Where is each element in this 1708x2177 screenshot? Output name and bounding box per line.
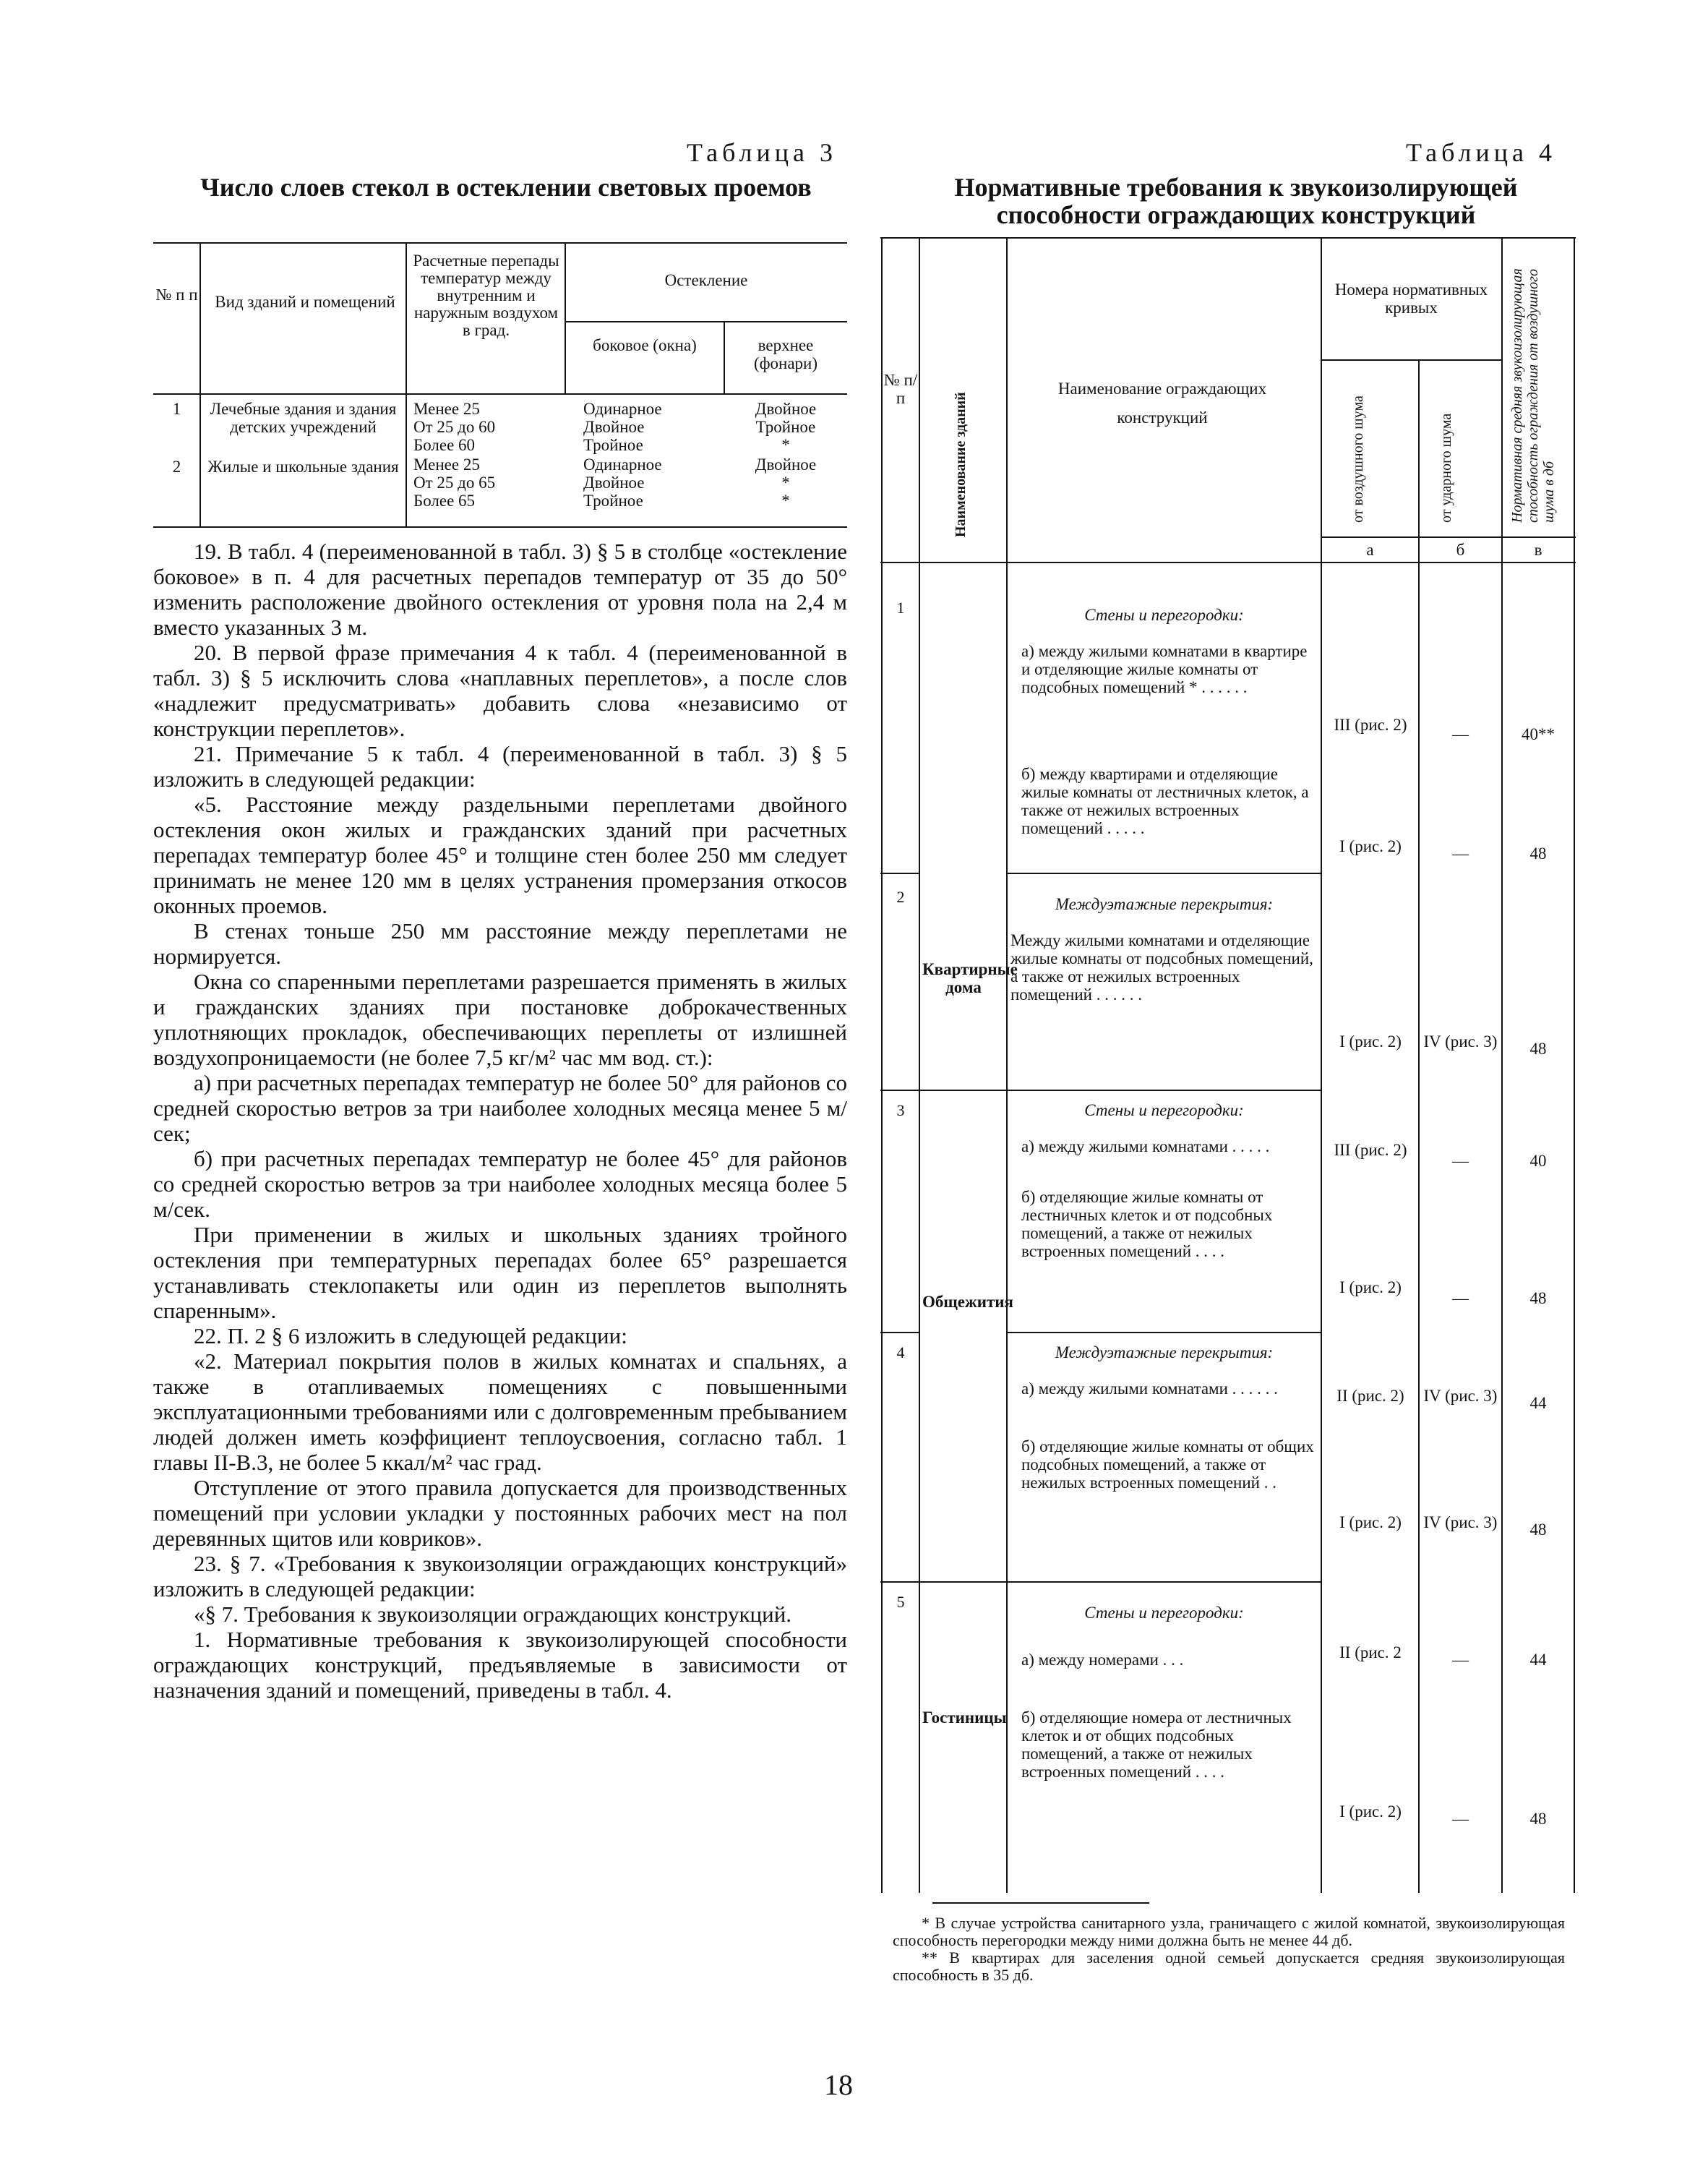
t4-h-v: в xyxy=(1534,541,1542,559)
t4-r1-item-b: б) между квартирами и отделяющие жилые комнаты от лестничных клеток, а также от нежилых встроенных помещений . . . . . xyxy=(1021,765,1309,837)
t3-r2-side-1: Одинарное xyxy=(583,455,662,474)
t4-r4a-air: II (рис. 2) xyxy=(1336,1387,1404,1405)
left-body-text xyxy=(153,539,847,1703)
t4-r2-section: Междуэтажные перекрытия: xyxy=(1055,895,1274,913)
t3-r1-side-3: Тройное xyxy=(583,436,643,454)
t4-r5-building: Гостиницы xyxy=(922,1708,1007,1727)
para-23: 23. § 7. «Требования к звукоизоляции ограждающих конструкций» изложить в следующей редакции: xyxy=(153,1551,847,1601)
footnote-2: ** В квартирах для заселения одной семьей допускается средняя звукоизолирующая способность в 35 дб. xyxy=(893,1949,1565,1984)
table3-title: Число слоев стекол в остеклении световых проемов xyxy=(200,173,812,202)
t4-r5b-air: I (рис. 2) xyxy=(1339,1802,1402,1821)
para-21-triple: При применении в жилых и школьных зданиях тройного остекления при температурных перепадах более 65° разрешается устанавливать стеклопакеты или один из переплетов выполнять спаренным». xyxy=(153,1222,847,1323)
para-21-a: а) при расчетных перепадах температур не более 50° для районов со средней скоростью ветров за три наиболее холодных месяца менее 5 м/сек; xyxy=(153,1070,847,1146)
page-number: 18 xyxy=(824,2069,853,2101)
t3-h-num: № п п xyxy=(155,286,198,304)
t4-r4b-avg: 48 xyxy=(1529,1521,1547,1539)
para-21-b: б) при расчетных перепадах температур не более 45° для районов со средней скоростью ветров за три наиболее холодных месяца более 5 м/сек. xyxy=(153,1146,847,1222)
t3-r1-num: 1 xyxy=(172,400,181,418)
t3-r2-top-1: Двойное xyxy=(755,455,817,474)
t4-r4a-avg: 44 xyxy=(1529,1394,1547,1412)
t4-r1-num: 1 xyxy=(896,599,905,617)
t4-r4-section: Междуэтажные перекрытия: xyxy=(1055,1343,1274,1361)
t3-r2-top-2: * xyxy=(781,474,790,492)
t3-r1-side-1: Одинарное xyxy=(583,400,662,418)
t4-r3a-impact: — xyxy=(1452,1152,1469,1170)
table4-title: Нормативные требования к звукоизолирующей способности ограждающих конструкций xyxy=(954,173,1518,229)
t3-h-glazing: Остекление xyxy=(664,271,748,289)
footnote-1: * В случае устройства санитарного узла, граничащего с жилой комнатой, звукоизолирующая способность перегородки между ними должна быть не менее 44 дб. xyxy=(893,1914,1565,1949)
table4-label: Таблица 4 xyxy=(1406,138,1556,167)
t3-h-kind: Вид зданий и помещений xyxy=(215,293,395,311)
t3-h-delta: Расчетные перепады температур между внутренним и наружным воздухом в град. xyxy=(413,252,559,339)
table4-grid xyxy=(880,237,1576,1893)
para-21: 21. Примечание 5 к табл. 4 (переименованной в табл. 3) § 5 изложить в следующей редакции: xyxy=(153,741,847,792)
t4-h-impact: от ударного шума xyxy=(1438,413,1454,523)
t4-r1b-impact: — xyxy=(1452,844,1469,863)
t4-r3b-avg: 48 xyxy=(1529,1289,1547,1307)
t3-r1-delta-1: Менее 25 xyxy=(413,400,480,418)
t4-h-a: а xyxy=(1366,541,1374,559)
t4-r1-section: Стены и перегородки: xyxy=(1084,606,1244,624)
t4-r3a-air: III (рис. 2) xyxy=(1334,1141,1407,1159)
t4-r4-item-a: а) между жилыми комнатами . . . . . . xyxy=(1021,1380,1278,1398)
t3-r2-delta-3: Более 65 xyxy=(413,492,476,510)
t4-r1b-air: I (рис. 2) xyxy=(1339,837,1402,855)
footnote-rule xyxy=(932,1902,1149,1904)
t4-r1a-avg: 40** xyxy=(1522,725,1555,743)
t4-r5a-air: II (рис. 2 xyxy=(1339,1643,1402,1661)
t3-r2-delta-2: От 25 до 65 xyxy=(413,474,496,492)
t4-r5b-avg: 48 xyxy=(1529,1810,1547,1828)
t4-h-avg: Нормативная средняя звукоизолирующая способность ограждения от воздушного шума в дб xyxy=(1509,268,1557,523)
t3-r1-top-3: * xyxy=(781,436,790,454)
para-22: 22. П. 2 § 6 изложить в следующей редакции: xyxy=(194,1323,627,1348)
t4-r3-section: Стены и перегородки: xyxy=(1084,1101,1244,1119)
t4-r4a-impact: IV (рис. 3) xyxy=(1423,1387,1498,1405)
t4-r5-num: 5 xyxy=(896,1593,905,1611)
t4-h-curves: Номера нормативных кривых xyxy=(1334,281,1488,317)
t4-r3-building: Общежития xyxy=(922,1293,1013,1311)
t3-r1-top-1: Двойное xyxy=(755,400,817,418)
t4-r1-building: Квартирные дома xyxy=(922,960,1018,996)
t4-r5-item-b: б) отделяющие номера от лестничных клеток и от общих подсобных помещений, а также от нежилых встроенных помещений . . . . xyxy=(1021,1708,1292,1781)
table4 xyxy=(880,237,1576,1893)
t4-r5a-avg: 44 xyxy=(1529,1651,1547,1669)
t3-r2-side-3: Тройное xyxy=(583,492,643,510)
footnotes xyxy=(893,1915,1565,1984)
t4-r5-item-a: а) между номерами . . . xyxy=(1021,1651,1184,1669)
t4-r5b-impact: — xyxy=(1452,1810,1469,1828)
t4-r1a-impact: — xyxy=(1452,725,1469,743)
t3-r1-kind: Лечебные здания и здания детских учреждений xyxy=(210,400,397,436)
t4-r2-impact: IV (рис. 3) xyxy=(1423,1032,1498,1051)
t4-r3-item-b: б) отделяющие жилые комнаты от лестничных клеток и от подсобных помещений, а также от нежилых встроенных помещений . . . . xyxy=(1021,1188,1273,1260)
t4-r2-air: I (рис. 2) xyxy=(1339,1032,1402,1051)
t4-r3a-avg: 40 xyxy=(1529,1152,1547,1170)
t4-h-construction: Наименование ограждающих конструкций xyxy=(1057,380,1267,427)
t3-r2-kind: Жилые и школьные здания xyxy=(207,458,399,476)
t4-h-air: от воздушного шума xyxy=(1350,395,1366,523)
para-23-1: 1. Нормативные требования к звукоизолирующей способности ограждающих конструкций, предъявляемые в зависимости от назначения зданий и помещений, приведены в табл. 4. xyxy=(153,1627,847,1703)
para-22-text: «2. Материал покрытия полов в жилых комнатах и спальнях, а также в отапливаемых помещениях с повышенными эксплуатационными требованиями или с долговременным пребыванием людей должен иметь коэффициент теплоусвоения, согласно табл. 1 главы II-В.3, не более 5 ккал/м² час град. xyxy=(153,1348,847,1475)
t3-r1-side-2: Двойное xyxy=(583,418,645,436)
para-19: 19. В табл. 4 (переименованной в табл. 3) § 5 в столбце «остекление боковое» в п. 4 для расчетных перепадов температур от 35 до 50° изменить расположение двойного остекления от уровня пола на 2,4 м вместо указанных 3 м. xyxy=(153,539,847,640)
para-22-exception: Отступление от этого правила допускается для производственных помещений при условии укладки у постоянных рабочих мест на пол деревянных щитов или ковриков». xyxy=(153,1475,847,1551)
t4-h-building: Наименование зданий xyxy=(953,392,969,537)
t4-r5a-impact: — xyxy=(1452,1651,1469,1669)
t4-r3b-impact: — xyxy=(1452,1289,1469,1307)
t4-r4-item-b: б) отделяющие жилые комнаты от общих подсобных помещений, а также от нежилых встроенных помещений . . xyxy=(1021,1437,1314,1492)
t3-r2-side-2: Двойное xyxy=(583,474,645,492)
t3-r2-top-3: * xyxy=(781,492,790,510)
t3-r1-top-2: Тройное xyxy=(755,418,816,436)
t3-h-side: боковое (окна) xyxy=(593,336,697,354)
t4-r3-item-a: а) между жилыми комнатами . . . . . xyxy=(1021,1137,1270,1155)
t3-r1-delta-3: Более 60 xyxy=(413,436,476,454)
t4-r4b-air: I (рис. 2) xyxy=(1339,1513,1402,1531)
t4-r3-num: 3 xyxy=(896,1101,905,1119)
t4-r3b-air: I (рис. 2) xyxy=(1339,1278,1402,1296)
t3-r1-delta-2: От 25 до 60 xyxy=(413,418,496,436)
t4-h-num: № п/п xyxy=(883,371,918,407)
para-23-heading: «§ 7. Требования к звукоизоляции ограждающих конструкций. xyxy=(194,1601,792,1627)
t4-r1a-air: III (рис. 2) xyxy=(1334,716,1407,734)
t4-r4b-impact: IV (рис. 3) xyxy=(1423,1513,1498,1531)
t4-r2-item: Между жилыми комнатами и отделяющие жилые комнаты от подсобных помещений, а также от нежилых встроенных помещений . . . . . . xyxy=(1010,931,1313,1004)
t4-r5-section: Стены и перегородки: xyxy=(1084,1604,1244,1622)
para-21-quote: «5. Расстояние между раздельными переплетами двойного остекления окон жилых и гражданских зданий при расчетных перепадах температур более 45° и толщине стен более 250 мм следует принимать не менее 120 мм в целях устранения промерзания откосов оконных проемов. xyxy=(153,792,847,918)
table3-label: Таблица 3 xyxy=(687,138,837,167)
para-20: 20. В первой фразе примечания 4 к табл. 4 (переименованной в табл. 3) § 5 исключить слова «наплавных переплетов», а после слов «надлежит предусматривать» добавить слова «независимо от конструкции переплетов». xyxy=(153,640,847,741)
para-21-walls: В стенах тоньше 250 мм расстояние между переплетами не нормируется. xyxy=(153,918,847,969)
t4-r2-avg: 48 xyxy=(1529,1040,1547,1058)
t4-r2-num: 2 xyxy=(896,888,905,906)
t4-r1b-avg: 48 xyxy=(1529,844,1547,863)
t3-r2-num: 2 xyxy=(172,458,181,476)
t3-r2-delta-1: Менее 25 xyxy=(413,455,480,474)
para-21-windows: Окна со спаренными переплетами разрешается применять в жилых и гражданских зданиях при постановке доброкачественных уплотняющих прокладок, обеспечивающих переплеты от излишней воздухопроницаемости (не более 7,5 кг/м² час мм вод. ст.): xyxy=(153,969,847,1070)
t3-h-top: верхнее (фонари) xyxy=(753,336,818,372)
t4-h-b: б xyxy=(1456,541,1465,559)
table3 xyxy=(153,242,847,528)
t4-r4-num: 4 xyxy=(896,1343,905,1361)
t4-r1-item-a: а) между жилыми комнатами в квартире и отделяющие жилые комнаты от подсобных помещений * . . . . . . xyxy=(1021,642,1308,696)
